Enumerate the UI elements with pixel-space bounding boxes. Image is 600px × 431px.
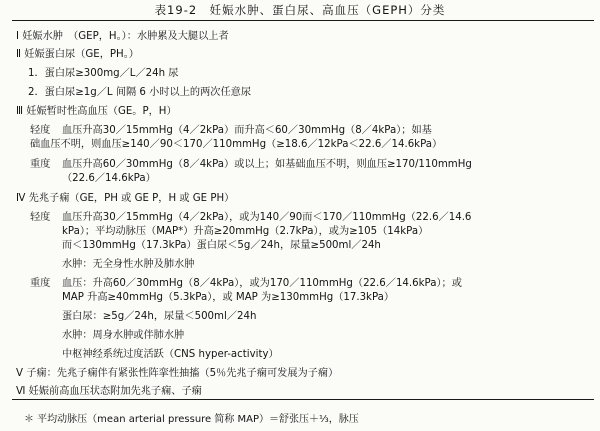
class-4-severe-line-1: 血压：升高60／30mmHg（8／4kPa），或为170／110mmHg（22.6／14.6kPa）；或: [62, 278, 462, 289]
class-4-mild-line-3: 而＜130mmHg（17.3kPa）蛋白尿＜5g／24h，尿量≥500ml／24h: [62, 240, 381, 251]
class-1-heading: Ⅰ 妊娠水肿 （GEP，H。）：水肿累及大腿以上者: [16, 31, 229, 42]
class-3-severe-line-1: 血压升高60／30mmHg（8／4kPa）或以上；如基础血压不明，则血压≥170/110mmHg: [62, 159, 472, 170]
class-2-item-2: 2．蛋白尿≥1g／L 间隔 6 小时以上的两次任意尿: [28, 87, 252, 98]
class-4-severe-line-4: 水肿：周身水肿或伴肺水肿: [62, 330, 185, 341]
class-6-line: Ⅵ 妊娠前高血压状态附加先兆子痫、子痫: [16, 386, 202, 397]
class-4-severe-line-2: MAP 升高≥40mmHg（5.3kPa），或 MAP 为≥130mmHg（17.3kPa）: [62, 292, 395, 303]
footnote: ＊ 平均动脉压（mean arterial pressure 简称 MAP）＝舒张压＋⅓，脉压: [24, 414, 359, 425]
class-3-mild-line-2: 础血压不明，则血压≥140／90＜170／110mmHg（≥18.6／12kPa＜22.6／14.6kPa）: [30, 139, 443, 150]
class-3-mild-line-1: 血压升高30／15mmHg（4／2kPa）而升高＜60／30mmHg（8／4kPa）；如基: [62, 125, 432, 136]
top-rule: [12, 20, 594, 21]
class-4-severe-label: 重度: [30, 278, 51, 289]
class-5-line: Ⅴ 子痫：先兆子痫伴有紧张性阵挛性抽搐（5％先兆子痫可发展为子痫）: [16, 368, 339, 379]
class-2-heading: Ⅱ 妊娠蛋白尿（GE，PH。）: [16, 49, 139, 60]
class-4-severe-line-3: 蛋白尿：≥5g／24h，尿量＜500ml／24h: [62, 311, 257, 322]
class-3-severe-line-2: （22.6／14.6kPa）: [62, 173, 156, 184]
bottom-rule: [12, 399, 594, 400]
class-4-heading: Ⅳ 先兆子痫（GE，PH 或 GE P，H 或 GE PH）: [16, 193, 235, 204]
class-2-item-1: 1．蛋白尿≥300mg／L／24h 尿: [28, 68, 179, 79]
class-4-mild-line-1: 血压升高30／15mmHg（4／2kPa），或为140／90而＜170／110mmHg（22.6／14.6: [62, 212, 472, 223]
class-3-mild-label: 轻度: [30, 125, 51, 136]
class-3-heading: Ⅲ 妊娠暂时性高血压（GE。P，H）: [16, 106, 177, 117]
class-4-mild-label: 轻度: [30, 212, 51, 223]
class-4-mild-line-4: 水肿：无全身性水肿及肺水肿: [62, 259, 195, 270]
class-4-severe-line-5: 中枢神经系统过度活跃（CNS hyper-activity）: [62, 349, 279, 360]
class-3-severe-label: 重度: [30, 159, 51, 170]
class-4-mild-line-2: kPa）；平均动脉压（MAP*）升高≥20mmHg（2.7kPa），或为≥105（14kPa）: [62, 226, 429, 237]
table-caption: 表19-2 妊娠水肿、蛋白尿、高血压（GEPH）分类: [154, 3, 446, 17]
